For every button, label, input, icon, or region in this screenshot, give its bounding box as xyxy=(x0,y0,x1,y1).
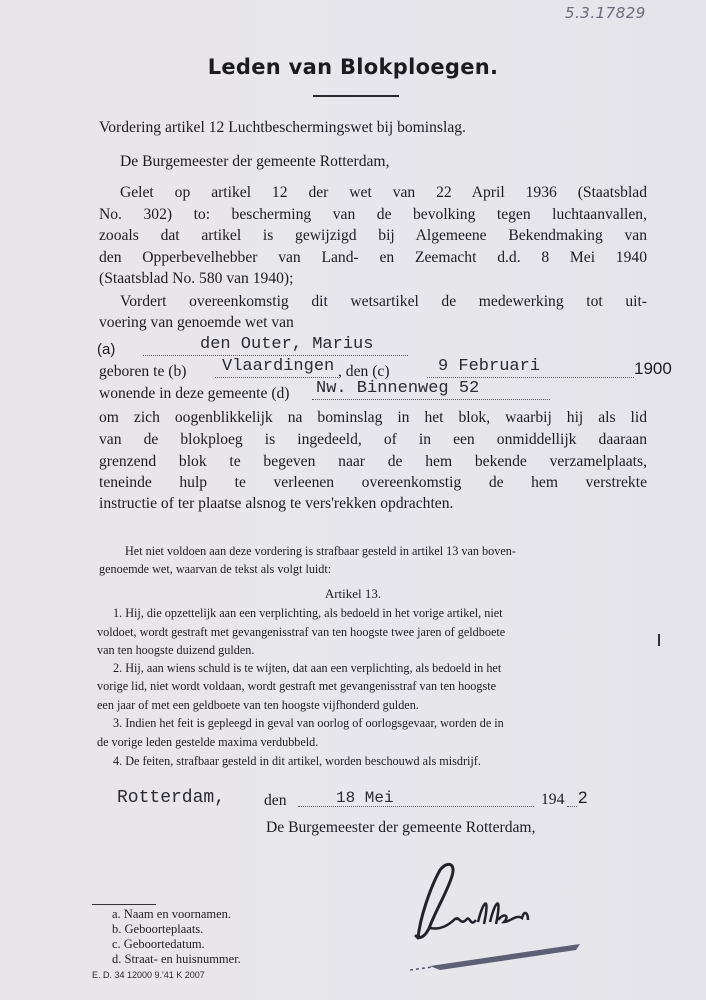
preamble-line: (Staatsblad No. 580 van 1940); xyxy=(99,270,294,287)
footnote-item: c. Geboortedatum. xyxy=(112,937,205,951)
demand-line: voering van genoemde wet van xyxy=(99,314,294,331)
footnote-item: b. Geboorteplaats. xyxy=(112,922,204,936)
demand-line: Vordert overeenkomstig dit wetsartikel de medewerking tot uit- xyxy=(120,293,647,310)
archive-number: 5.3.17829 xyxy=(565,4,646,22)
field-d-prefix: wonende in deze gemeente (d) xyxy=(99,385,290,402)
instruction-line: grenzend blok te begeven naar de hem bekende verzamelplaats, xyxy=(99,453,647,470)
den-label: den xyxy=(264,792,287,809)
subtitle: Vordering artikel 12 Luchtbeschermingswet bij bominslag. xyxy=(99,119,466,136)
footnote-item: a. Naam en voornamen. xyxy=(112,907,232,921)
instruction-line: instructie of ter plaatse alsnog te vers'rekken opdrachten. xyxy=(99,495,454,512)
title-underline xyxy=(313,95,399,97)
margin-mark xyxy=(658,634,660,646)
field-b-birthplace-value: Vlaardingen xyxy=(222,357,335,376)
instruction-line: van de blokploeg is ingedeeld, of in een onmiddellijk daaraan xyxy=(99,431,647,448)
article-line: een jaar of met een geldboete van ten hoogste vijfhonderd gulden. xyxy=(97,698,419,712)
field-b-prefix: geboren te (b) xyxy=(99,363,187,380)
penalty-intro-line: genoemde wet, waarvan de tekst als volgt luidt: xyxy=(99,562,332,576)
instruction-line: teneinde hulp te verleenen overeenkomstig de hem verstrekte xyxy=(99,474,647,491)
article-heading: Artikel 13. xyxy=(324,586,382,601)
date-value: 18 Mei xyxy=(336,789,394,807)
preamble-line: zooals dat artikel is gewijzigd bij Algemeene Bekendmaking van xyxy=(99,227,647,244)
article-line: 1. Hij, die opzettelijk aan een verplichting, als bedoeld in het vorige artikel, niet xyxy=(113,606,503,620)
document-title: Leden van Blokploegen. xyxy=(207,55,499,79)
penalty-intro-line: Het niet voldoen aan deze vordering is strafbaar gesteld in artikel 13 van boven- xyxy=(125,544,516,558)
print-code: E. D. 34 12000 9.'41 K 2007 xyxy=(92,970,205,980)
field-c-year-value: 1900 xyxy=(634,359,672,378)
article-line: de vorige leden gestelde maxima verdubbeld. xyxy=(97,735,319,749)
preamble-line: Gelet op artikel 12 der wet van 22 April 1936 (Staatsblad xyxy=(120,184,647,201)
signature-scribble-icon xyxy=(400,858,590,978)
date-dotted-line xyxy=(298,806,534,807)
field-c-prefix: , den (c) xyxy=(338,363,390,380)
place-value: Rotterdam, xyxy=(117,788,226,808)
field-c-birthdate-value: 9 Februari xyxy=(438,357,541,376)
article-line: 4. De feiten, strafbaar gesteld in dit artikel, worden beschouwd als misdrijf. xyxy=(113,754,481,768)
field-d-address-value: Nw. Binnenweg 52 xyxy=(316,379,480,398)
year-suffix-value: 2 xyxy=(578,788,588,807)
article-line: vorige lid, niet wordt voldaan, wordt gestraft met gevangenisstraf van ten hoogste xyxy=(97,679,497,693)
article-line: 2. Hij, aan wiens schuld is te wijten, dat aan een verplichting, als bedoeld in het xyxy=(113,661,502,675)
footnote-rule xyxy=(92,904,156,905)
field-a-label: (a) xyxy=(97,341,116,358)
footnote-item: d. Straat- en huisnummer. xyxy=(112,952,241,966)
issuer-line: De Burgemeester der gemeente Rotterdam, xyxy=(120,153,390,170)
signatory-line: De Burgemeester der gemeente Rotterdam, xyxy=(266,819,536,836)
year-prefix: 194 xyxy=(541,791,565,808)
preamble-line: No. 302) to: bescherming van de bevolking tegen luchtaanvallen, xyxy=(99,206,647,223)
article-line: van ten hoogste duizend gulden. xyxy=(97,643,255,657)
field-a-name-value: den Outer, Marius xyxy=(200,335,374,354)
year-dotted-line xyxy=(567,806,577,807)
article-line: 3. Indien het feit is gepleegd in geval van oorlog of oorlogsgevaar, worden de in xyxy=(113,716,504,730)
instruction-line: om zich oogenblikkelijk na bominslag in het blok, waarbij hij als lid xyxy=(99,409,647,426)
signature xyxy=(400,858,590,983)
date-day-value xyxy=(336,788,394,808)
preamble-line: den Opperbevelhebber van Land- en Zeemacht d.d. 8 Mei 1940 xyxy=(99,249,647,266)
article-line: voldoet, wordt gestraft met gevangenisstraf van ten hoogste twee jaren of geldboete xyxy=(97,625,506,639)
